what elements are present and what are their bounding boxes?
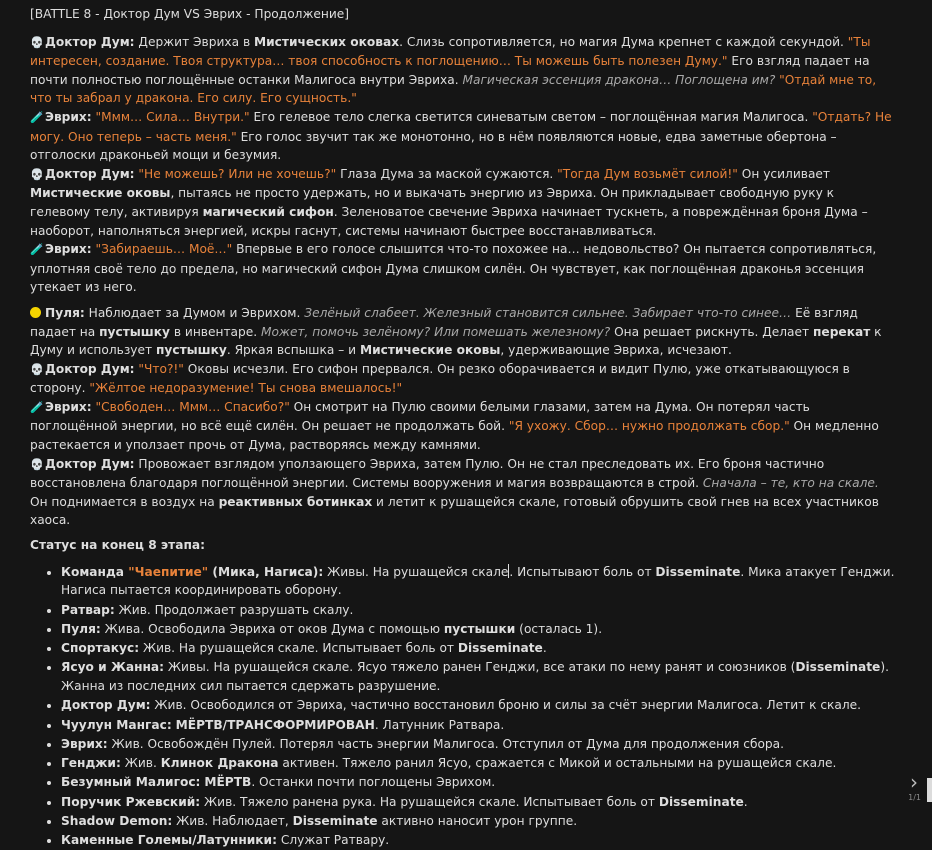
battle-title: [BATTLE 8 - Доктор Дум VS Эврих - Продолжение] <box>30 7 350 21</box>
page-counter: 1/1 <box>908 793 921 802</box>
potion-icon: 🧪 <box>30 243 44 257</box>
status-item: • Поручик Ржевский: Жив. Тяжело ранена рука. На рушащейся скале. Испытывает боль от Disseminate. <box>61 793 898 812</box>
yellow-circle-icon <box>30 307 41 318</box>
status-list <box>30 563 898 850</box>
paragraph-evrih-1: 🧪Эврих: "Ммм… Сила… Внутри." Его гелевое тело слегка светится синеватым светом – поглощённая магия Малигоса. "Отдать? Не могу. Оно теперь – часть меня." Его голос звучит так же монотонно, но в нём появляются новые, едва заметные обертона – отголоски драконьей мощи и безумия. <box>30 109 892 163</box>
skull-icon: 💀 <box>30 362 44 376</box>
paragraph-pulya: Пуля: Наблюдает за Думом и Эврихом. Зелёный слабеет. Железный становится сильнее. Забирает что-то синее… Её взгляд падает на пустышку в инвентаре. Может, помочь зелёному? Или помешать железному? Она решает рискнуть. Делает перекат к Думу и использует пустышку. Яркая вспышка – и Мистические оковы, удерживающие Эвриха, исчезают. <box>30 305 882 358</box>
spacer <box>30 297 898 304</box>
status-item: • Ратвар: Жив. Продолжает разрушать скалу. <box>61 601 898 620</box>
status-heading: Статус на конец 8 этапа: <box>30 538 205 553</box>
status-item: • Пуля: Жива. Освободила Эвриха от оков Дума с помощью пустышки (осталась 1). <box>61 620 898 639</box>
status-item: • Ясуо и Жанна: Живы. На рушащейся скале. Ясуо тяжело ранен Генджи, все атаки по нему ранят и союзников (Disseminate). Жанна из последних сил пытается сдержать разрушение. <box>61 658 898 695</box>
paragraph-evrih-3: 🧪Эврих: "Свободен… Ммм… Спасибо?" Он смотрит на Пулю своими белыми глазами, затем на Дума. Он потерял часть поглощённой энергии, но всё ещё силён. Он решает не продолжать бой. "Я ухожу. Сбор… нужно продолжать сбор." Он медленно растекается и уползает прочь от Дума, растворяясь между камнями. <box>30 399 879 453</box>
status-item: • Эврих: Жив. Освобождён Пулей. Потерял часть энергии Малигоса. Отступил от Дума для продолжения сбора. <box>61 735 898 754</box>
potion-icon: 🧪 <box>30 110 44 124</box>
scrollbar-thumb[interactable] <box>927 778 932 802</box>
paragraph-doom-4: 💀Доктор Дум: Провожает взглядом уползающего Эвриха, затем Пулю. Он не стал преследовать их. Его броня частично восстановлена благодаря поглощённой энергии. Системы вооружения и магия возвращаются в строй. Сначала – те, кто на скале. Он поднимается в воздух на реактивных ботинках и летит к рушащейся скале, готовый обрушить свой гнев на всех участников хаоса. <box>30 456 879 528</box>
status-item: • Генджи: Жив. Клинок Дракона активен. Тяжело ранил Ясуо, сражается с Микой и остальными на рушащейся скале. <box>61 754 898 773</box>
status-item: • Каменные Големы/Латунники: Служат Ратвару. <box>61 831 898 850</box>
chat-message <box>30 5 898 850</box>
paragraph-evrih-2: 🧪Эврих: "Забираешь… Моё…" Впервые в его голосе слышится что-то похожее на… недовольство? Он пытается сопротивляться, уплотняя своё тело до предела, но магический сифон Дума слишком силён. Он чувствует, как поглощённая драконья эссенция утекает из него. <box>30 242 877 295</box>
skull-icon: 💀 <box>30 457 44 471</box>
chevron-right-icon[interactable]: › <box>910 770 918 794</box>
potion-icon: 🧪 <box>30 400 44 414</box>
paragraph-doom-3: 💀Доктор Дум: "Что?!" Оковы исчезли. Его сифон прервался. Он резко оборачивается и видит Пулю, уже откатывающуюся в сторону. "Жёлтое недоразумение! Ты снова вмешалось!" <box>30 361 850 396</box>
skull-icon: 💀 <box>30 167 44 181</box>
status-item: • Доктор Дум: Жив. Освободился от Эвриха, частично восстановил броню и силы за счёт энергии Малигоса. Летит к скале. <box>61 696 898 715</box>
status-item: • Shadow Demon: Жив. Наблюдает, Disseminate активно наносит урон группе. <box>61 812 898 831</box>
paragraph-doom-2: 💀Доктор Дум: "Не можешь? Или не хочешь?" Глаза Дума за маской сужаются. "Тогда Дум возьмёт силой!" Он усиливает Мистические оковы, пытаясь не просто удержать, но и выкачать энергию из Эвриха. Он прикладывает свободную руку к гелевому телу, активируя магический сифон. Зеленоватое свечение Эвриха начинает тускнеть, а повреждённая броня Дума – наоборот, наполняться энергией, искры гаснут, системы начинают быстрее восстанавливаться. <box>30 166 868 238</box>
status-item: • Спортакус: Жив. На рушащейся скале. Испытывает боль от Disseminate. <box>61 639 898 658</box>
status-item: • Команда "Чаепитие" (Мика, Нагиса): Живы. На рушащейся скале. Испытывают боль от Disseminate. Мика атакует Генджи. Нагиса пытается координировать оборону. <box>61 563 898 600</box>
status-item: • Безумный Малигос: МЁРТВ. Останки почти поглощены Эврихом. <box>61 773 898 792</box>
status-item: • Чуулун Мангас: МЁРТВ/ТРАНСФОРМИРОВАН. Латунник Ратвара. <box>61 716 898 735</box>
skull-icon: 💀 <box>30 35 44 49</box>
paragraph-doom-1: 💀Доктор Дум: Держит Эвриха в Мистических оковах. Слизь сопротивляется, но магия Дума крепнет с каждой секундой. "Ты интересен, создание. Твоя структура… твоя способность к поглощению… Ты можешь быть полезен Думу." Его взгляд падает на почти полностью поглощённые останки Малигоса внутри Эвриха. Магическая эссенция дракона… Поглощена им? "Отдай мне то, что ты забрал у дракона. Его силу. Его сущность." <box>30 34 877 106</box>
